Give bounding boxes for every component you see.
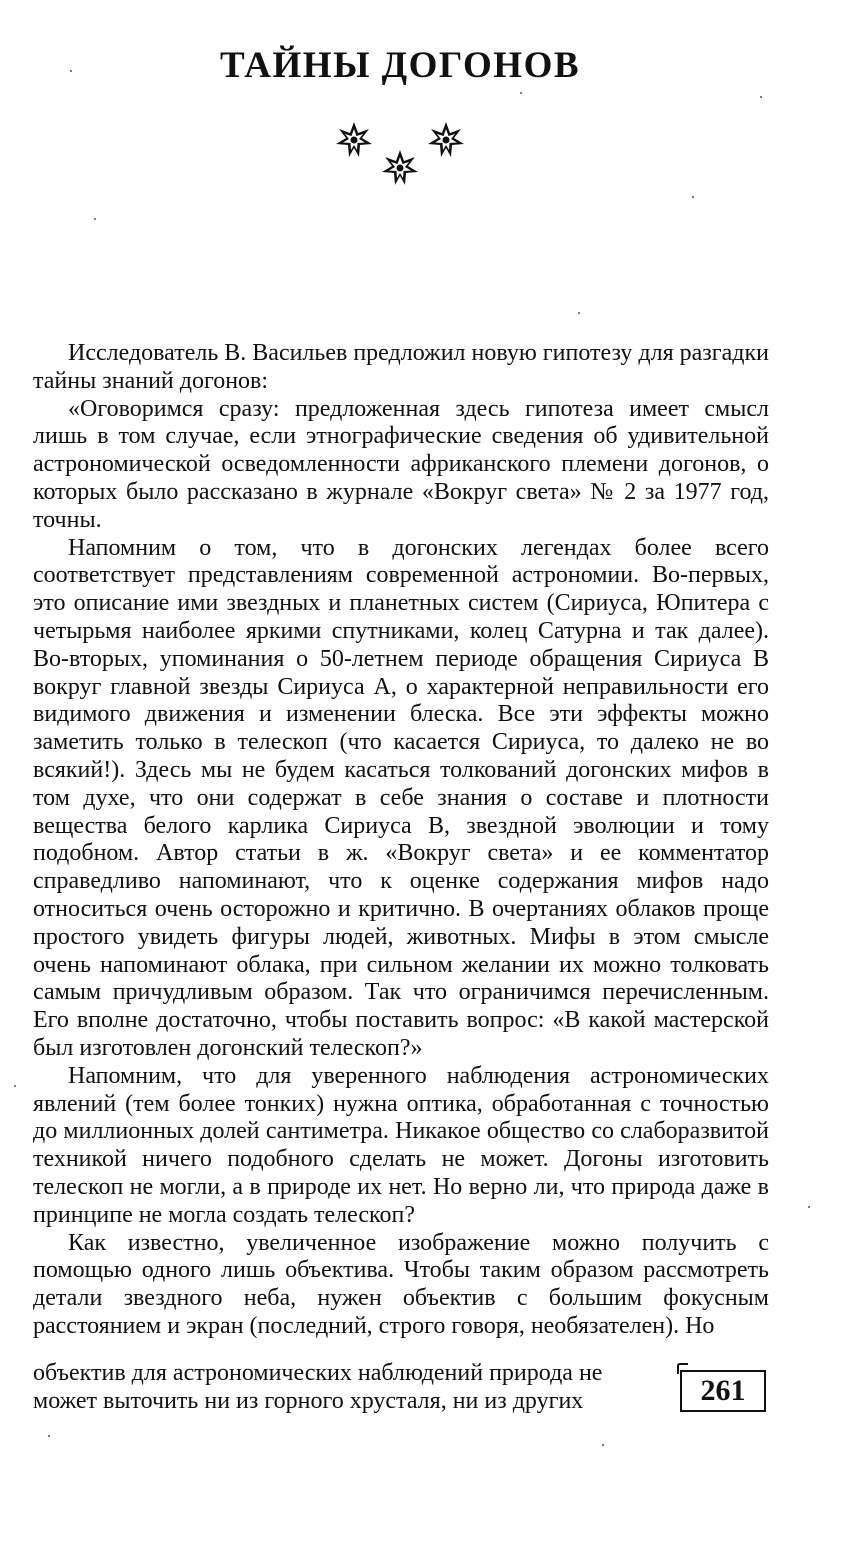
paragraph-optics: Напомним, что для уверенного наблюдения астрономических явлений (тем более тонких) нужна оптика, обработанная с точностью до миллионных долей сантиметра. Никакое общество со слаборазвитой техникой ничего подобного сделать не может. Догоны изготовить телескоп не могли, а в природе их нет. Но верно ли, что природа даже в принципе не могла создать телескоп? [33,1062,769,1228]
paragraph-intro: Исследователь В. Васильев предложил новую гипотезу для разгадки тайны знаний догонов: [33,340,769,394]
star-icon-right [428,122,464,157]
article-body [33,340,769,1341]
three-stars-ornament [328,112,472,196]
star-icon-left [336,122,372,157]
paragraph-quote-start: «Оговоримся сразу: предложенная здесь гипотеза имеет смысл лишь в том случае, если этнографические сведения об удивительной астрономической осведомленности африканского племени догонов, о которых было рассказано в журнале «Вокруг света» № 2 за 1977 год, точны. [33,395,769,533]
tail-line-1: объектив для астрономических наблюдений природа не [33,1360,603,1386]
scan-speck [14,1085,16,1087]
page-bottom-lines [33,1360,669,1416]
scan-speck [808,1206,810,1208]
scan-speck [692,196,694,198]
scan-speck [70,70,72,72]
star-icon-center [382,150,418,185]
paragraph-lens: Как известно, увеличенное изображение можно получить с помощью одного лишь объектива. Чтобы таким образом рассмотреть детали звездного неба, нужен объектив с большим фокусным расстоянием и экран (последний, строго говоря, необязателен). Но [33,1229,769,1339]
paragraph-legends: Напомним о том, что в догонских легендах более всего соответствует представлениям современной астрономии. Во-первых, это описание ими звездных и планетных систем (Сириуса, Юпитера с четырьмя наиболее яркими спутниками, колец Сатурна и так далее). Во-вторых, упоминания о 50-летнем периоде обращения Сириуса В вокруг главной звезды Сириуса А, о характерной неправильности его видимого движения и изменении блеска. Все эти эффекты можно заметить только в телескоп (что касается Сириуса, то далеко не во всякий!). Здесь мы не будем касаться толкований догонских мифов в том духе, что они содержат в себе знания о составе и плотности вещества белого карлика Сириуса В, звездной эволюции и тому подобном. Автор статьи в ж. «Вокруг света» и ее комментатор справедливо напоминают, что к оценке содержания мифов надо относиться очень осторожно и критично. В очертаниях облаков проще простого увидеть фигуры людей, животных. Мифы в этом смысле очень напоминают облака, при сильном желании их можно толковать самым причудливым образом. Так что ограничимся перечисленным. Его вполне достаточно, чтобы поставить вопрос: «В какой мастерской был изготовлен догонский телескоп?» [33,534,769,1061]
tail-line-2: может выточить ни из горного хрусталя, ни из других [33,1387,584,1414]
scan-speck [48,1435,50,1437]
scan-speck [602,1444,604,1446]
scan-speck [578,312,580,314]
page-number: 261 [680,1370,766,1412]
scan-speck [760,96,762,98]
scan-speck [520,92,522,94]
page-title: ТАЙНЫ ДОГОНОВ [219,45,581,86]
scan-speck [94,218,96,220]
